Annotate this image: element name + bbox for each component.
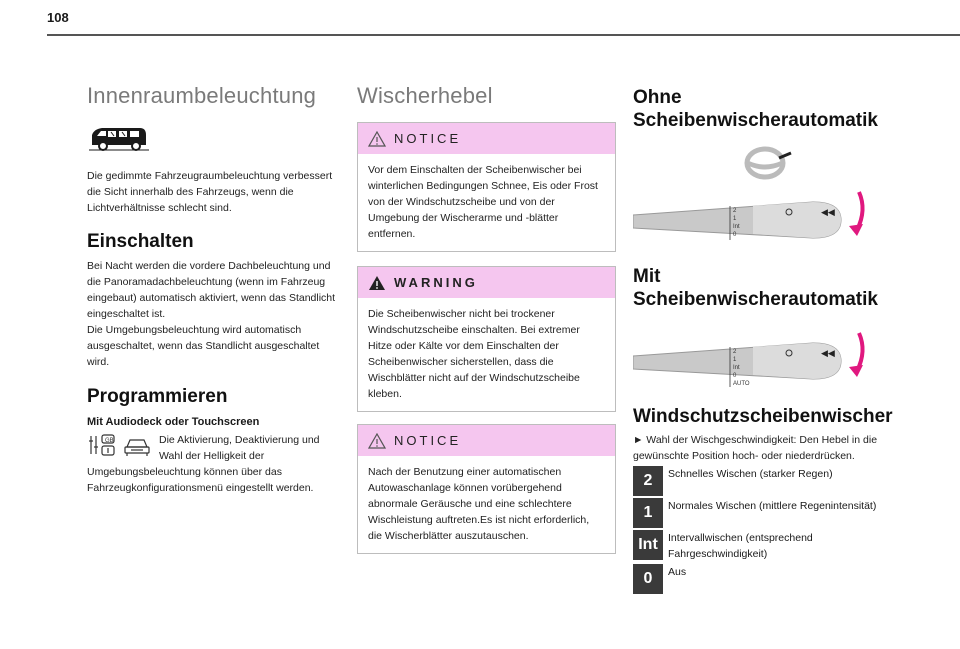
wiper-lever-diagram — [633, 188, 873, 250]
section-title-wiper-lever: Wischerhebel — [357, 83, 493, 108]
svg-text:2: 2 — [733, 208, 737, 214]
van-icon — [88, 125, 150, 151]
svg-text:Int: Int — [733, 365, 740, 371]
svg-text:2: 2 — [733, 349, 737, 355]
speed-badge: 1 — [633, 498, 663, 528]
svg-text:0: 0 — [733, 373, 737, 379]
section-title-programmieren: Programmieren — [87, 386, 228, 407]
warning-triangle-icon — [368, 275, 386, 291]
notice-text-1: Vor dem Einschalten der Scheibenwischer bei winterlichen Bedingungen Schnee, Eis oder Frost von der Windschutzscheibe und von der Umgebung der Wischerarme und -blätter entfernen. — [368, 164, 598, 240]
section-title-einschalten: Einschalten — [87, 231, 194, 252]
lever-auto-label: AUTO — [733, 381, 750, 387]
wiper-speed-list — [633, 466, 885, 594]
top-divider — [47, 34, 960, 36]
programmieren-row — [87, 432, 337, 464]
warning-box — [357, 266, 616, 412]
speed-row-normal — [633, 498, 885, 528]
svg-text:0: 0 — [733, 232, 737, 238]
section-title-mit-automatik: Mit Scheibenwischerautomatik — [633, 266, 878, 310]
notice-box-1 — [357, 122, 616, 252]
section-title-ohne-automatik: Ohne Scheibenwischerautomatik — [633, 87, 878, 131]
svg-text:◀◀: ◀◀ — [821, 349, 835, 359]
speed-badge: Int — [633, 530, 663, 560]
notice-label: NOTICE — [394, 433, 462, 448]
svg-text:GB: GB — [105, 438, 114, 444]
einschalten-text-1: Bei Nacht werden die vordere Dachbeleuchtung und die Panoramadachbeleuchtung (wenn im Fahrzeug eingebaut) automatisch aktiviert, wenn das Standlicht eingeschaltet ist. — [87, 260, 336, 320]
speed-label: Normales Wischen (mittlere Regenintensität) — [668, 500, 877, 512]
speed-badge: 0 — [633, 564, 663, 594]
interior-lighting-intro: Die gedimmte Fahrzeugraumbeleuchtung verbessert die Sicht innerhalb des Fahrzeugs, wenn die Lichtverhältnisse schlecht sind. — [87, 170, 333, 214]
speed-label: Aus — [668, 566, 687, 578]
programmieren-text-short: Die Aktivierung, Deaktivierung und Wahl der Helligkeit der — [159, 434, 320, 462]
notice-text-2: Nach der Benutzung einer automatischen Autowaschanlage können vorübergehend abnormale Geräusche und eine schlechtere Wischleistung auftreten.Es ist nicht erforderlich, die Wischerblätter auszutauschen. — [368, 466, 590, 542]
section-title-windshield-wipers: Windschutzscheibenwischer — [633, 406, 893, 427]
programmieren-text-rest: Umgebungsbeleuchtung können über das Fahrzeugkonfigurationsmenü eingestellt werden. — [87, 466, 314, 494]
wiper-lever-auto-diagram — [633, 329, 873, 391]
page-number: 108 — [47, 10, 69, 25]
speed-label: Intervallwischen (entsprechend Fahrgeschwindigkeit) — [668, 532, 813, 560]
warning-text: Die Scheibenwischer nicht bei trockener Windschutzscheibe einschalten. Bei extremer Hitze oder Kälte vor dem Einschalten der Scheibenwischer sicherstellen, dass die Wischblätter nicht auf der Windschutzscheibe kleben. — [368, 308, 580, 400]
steering-wheel-icon — [743, 146, 793, 180]
svg-text:◀◀: ◀◀ — [821, 208, 835, 218]
einschalten-text-2: Die Umgebungsbeleuchtung wird automatisch ausgeschaltet, wenn das Standlicht ausgeschaltet wird. — [87, 324, 320, 368]
speed-badge: 2 — [633, 466, 663, 496]
notice-triangle-icon — [368, 131, 386, 147]
notice-box-2 — [357, 424, 616, 554]
svg-text:Int: Int — [733, 224, 740, 230]
svg-text:1: 1 — [733, 357, 737, 363]
notice-triangle-icon — [368, 433, 386, 449]
wiper-speed-instruction: ► Wahl der Wischgeschwindigkeit: Den Hebel in die gewünschte Position hoch- oder niederdrücken. — [633, 434, 878, 462]
warning-label: WARNING — [394, 275, 478, 290]
svg-text:1: 1 — [733, 216, 737, 222]
speed-row-interval — [633, 530, 885, 562]
column-wipers — [633, 86, 893, 594]
column-interior-lighting — [87, 78, 337, 496]
column-wiper-lever — [357, 78, 616, 554]
section-title-interior-lighting: Innenraumbeleuchtung — [87, 83, 317, 108]
programmieren-subtitle: Mit Audiodeck oder Touchscreen — [87, 416, 260, 428]
audio-touchscreen-icon — [87, 432, 155, 458]
notice-label: NOTICE — [394, 131, 462, 146]
speed-row-off — [633, 564, 885, 594]
speed-row-fast — [633, 466, 885, 496]
speed-label: Schnelles Wischen (starker Regen) — [668, 468, 833, 480]
